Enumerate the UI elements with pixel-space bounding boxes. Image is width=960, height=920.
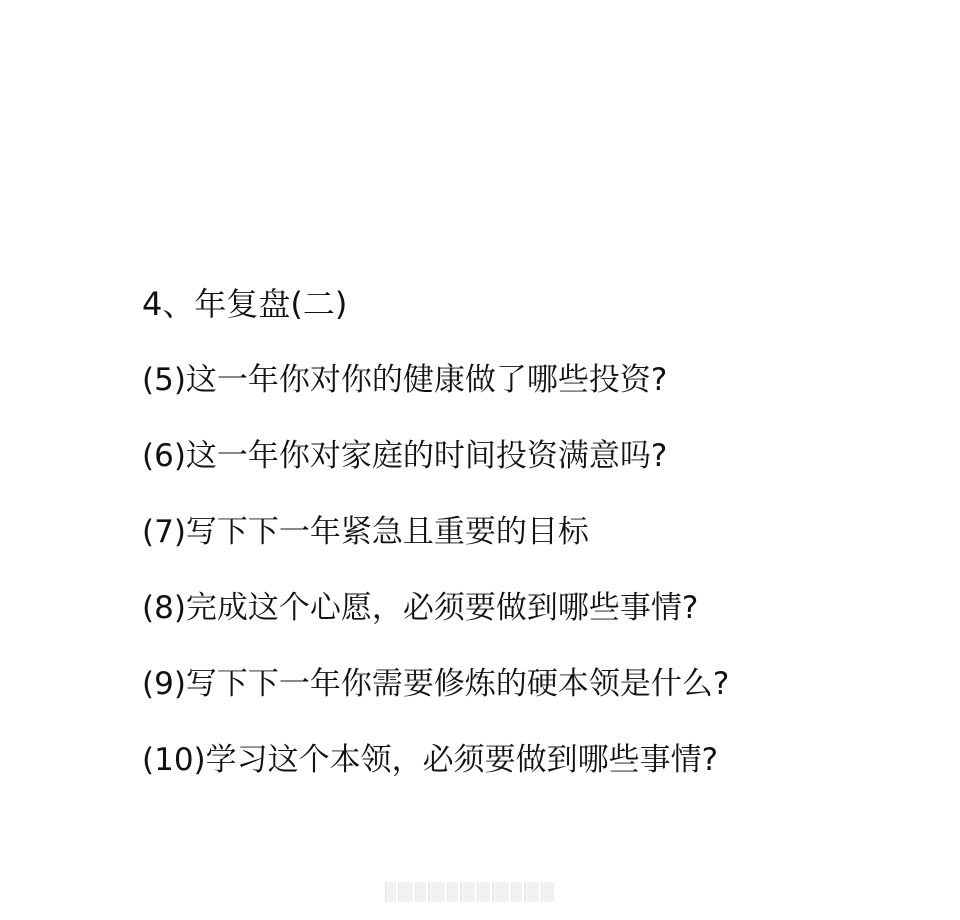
question-7: (7)写下下一年紧急且重要的目标: [142, 514, 589, 550]
question-6: (6)这一年你对家庭的时间投资满意吗?: [142, 438, 668, 474]
watermark: [385, 882, 570, 906]
section-title: 4、年复盘(二): [142, 285, 348, 323]
question-8: (8)完成这个心愿，必须要做到哪些事情?: [142, 590, 699, 626]
document-body: [142, 282, 922, 814]
question-10: (10)学习这个本领，必须要做到哪些事情?: [142, 742, 719, 778]
question-5: (5)这一年你对你的健康做了哪些投资?: [142, 362, 668, 398]
question-9: (9)写下下一年你需要修炼的硬本领是什么?: [142, 666, 730, 702]
